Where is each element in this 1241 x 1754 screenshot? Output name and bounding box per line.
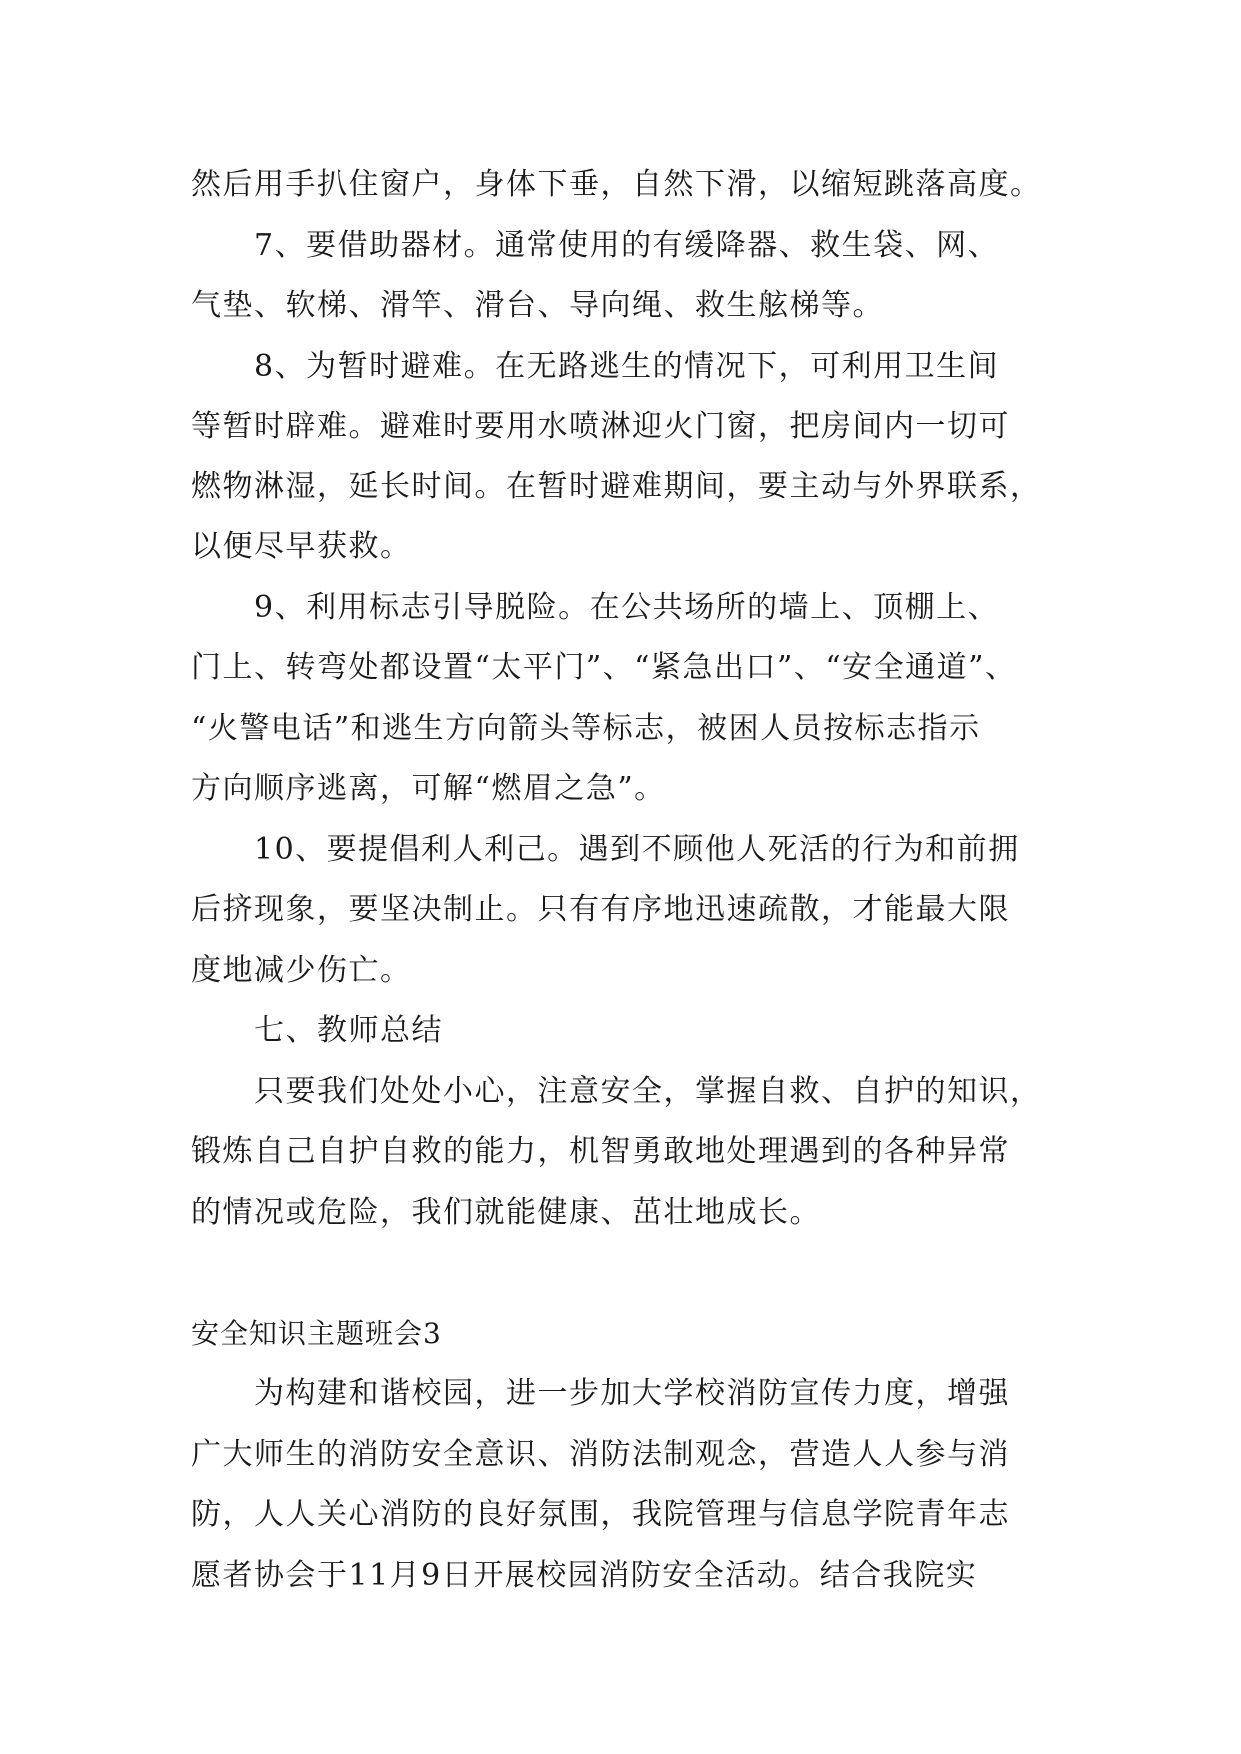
text-line: 方向顺序逃离，可解“燃眉之急”。: [191, 771, 666, 806]
text-line: 防，人人关心消防的良好氛围，我院管理与信息学院青年志: [191, 1497, 1010, 1532]
text-line: 为构建和谐校园，进一步加大学校消防宣传力度，增强: [254, 1376, 1010, 1411]
text-line: 9、利用标志引导脱险。在公共场所的墙上、顶棚上、: [254, 590, 1000, 625]
text-line: 等暂时辟难。避难时要用水喷淋迎火门窗，把房间内一切可: [191, 409, 1010, 444]
text-line: 广大师生的消防安全意识、消防法制观念，营造人人参与消: [191, 1437, 1010, 1472]
section-heading: 七、教师总结: [254, 1013, 443, 1048]
text-line: 7、要借助器材。通常使用的有缓降器、救生袋、网、: [254, 228, 1000, 263]
text-line: 只要我们处处小心，注意安全，掌握自救、自护的知识，: [254, 1074, 1042, 1109]
text-line: 愿者协会于11月9日开展校园消防安全活动。结合我院实: [191, 1558, 978, 1593]
text-line: 然后用手扒住窗户，身体下垂，自然下滑，以缩短跳落高度。: [191, 167, 1042, 202]
text-line: 度地减少伤亡。: [191, 953, 412, 988]
article-title: 安全知识主题班会3: [191, 1317, 442, 1350]
text-line: 10、要提倡利人利己。遇到不顾他人死活的行为和前拥: [254, 832, 1020, 867]
text-line: 门上、转弯处都设置“太平门”、“紧急出口”、“安全通道”、: [191, 650, 1017, 685]
text-line: 燃物淋湿，延长时间。在暂时避难期间，要主动与外界联系，: [191, 469, 1042, 504]
text-line: 后挤现象，要坚决制止。只有有序地迅速疏散，才能最大限: [191, 892, 1010, 927]
text-line: 气垫、软梯、滑竿、滑台、导向绳、救生舷梯等。: [191, 288, 884, 323]
text-line: 的情况或危险，我们就能健康、茁壮地成长。: [191, 1195, 821, 1230]
text-line: 锻炼自己自护自救的能力，机智勇敢地处理遇到的各种异常: [191, 1134, 1010, 1169]
text-line: 8、为暂时避难。在无路逃生的情况下，可利用卫生间: [254, 349, 1000, 384]
text-line: “火警电话”和逃生方向箭头等标志，被困人员按标志指示: [191, 711, 981, 746]
text-line: 以便尽早获救。: [191, 529, 412, 564]
